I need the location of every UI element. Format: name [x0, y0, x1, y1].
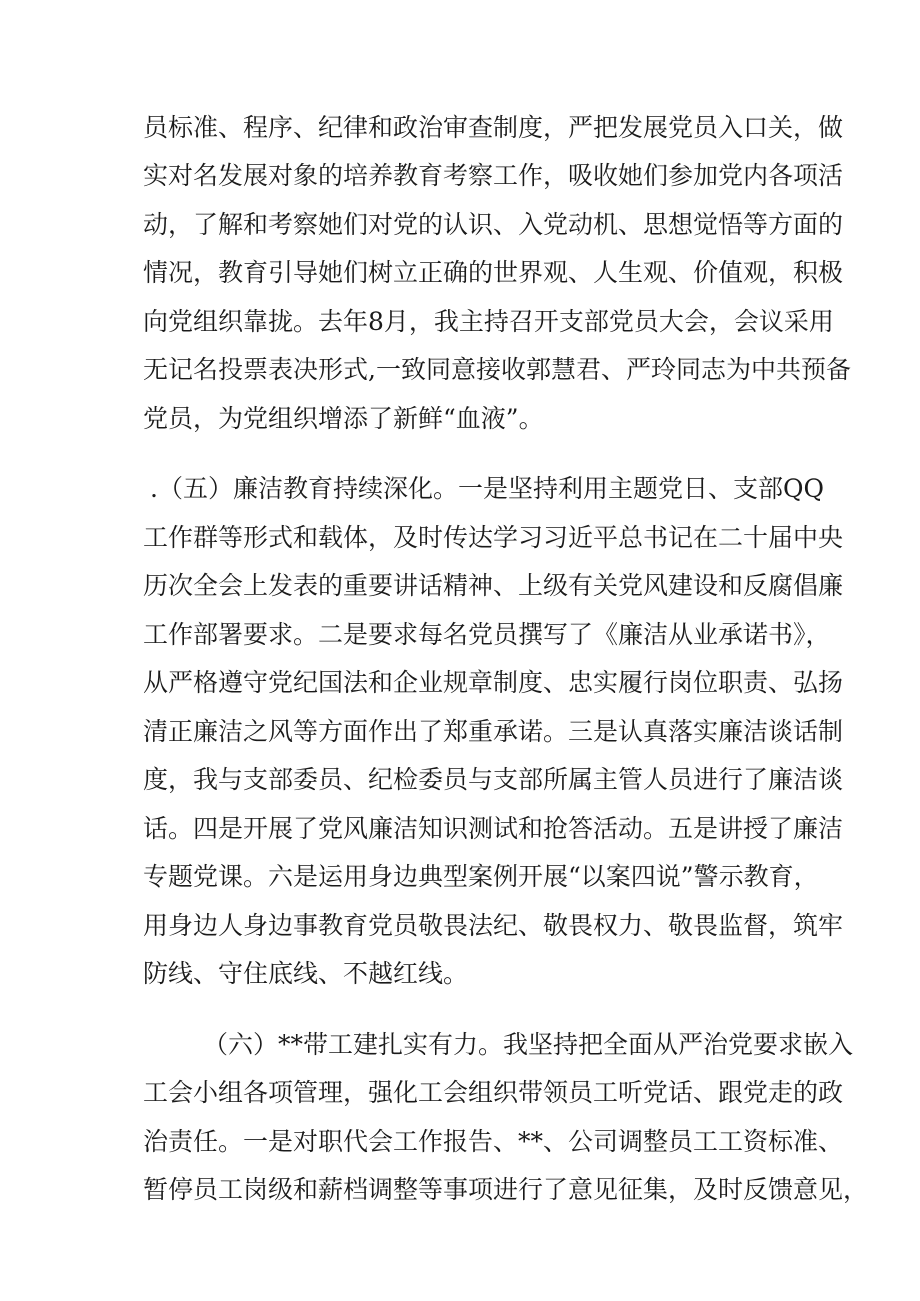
p2-line-5: 从严格遵守党纪国法和企业规章制度、忠实履行岗位职责、弘扬: [143, 668, 844, 697]
p3-line-2: 工会小组各项管理，强化工会组织带领员工听党话、跟党走的政: [143, 1078, 844, 1107]
p1-line-3: 动，了解和考察她们对党的认识、入党动机、思想觉悟等方面的: [143, 210, 844, 239]
p1-line-4: 情况，教育引导她们树立正确的世界观、人生观、价值观，积极: [143, 258, 844, 287]
p2-line-10: 用身边人身边事教育党员敬畏法纪、敬畏权力、敬畏监督，筑牢: [143, 911, 844, 940]
p1-line-2: 实对名发展对象的培养教育考察工作，吸收她们参加党内各项活: [143, 161, 844, 190]
p2-line-9: 专题党课。六是运用身边典型案例开展“以案四说”警示教育，: [143, 862, 819, 891]
p2-line-2: 工作群等形式和载体，及时传达学习习近平总书记在二十届中央: [143, 523, 844, 552]
p1-line-5: 向党组织靠拢。去年8月，我主持召开支部党员大会，会议采用: [143, 307, 834, 336]
p2-line-3: 历次全会上发表的重要讲话精神、上级有关党风建设和反腐倡廉: [143, 571, 844, 600]
p1-line-1: 员标准、程序、纪律和政治审查制度，严把发展党员入口关，做: [143, 113, 844, 142]
p2-line-11: 防线、守住底线、不越红线。: [143, 959, 469, 988]
p3-line-4: 暂停员工岗级和薪档调整等事项进行了意见征集，及时反馈意见，: [143, 1175, 869, 1204]
p3-line-3: 治责任。一是对职代会工作报告、**、公司调整员工工资标准、: [143, 1127, 844, 1156]
p2-line-7: 度，我与支部委员、纪检委员与支部所属主管人员进行了廉洁谈: [143, 765, 844, 794]
p3-line-1: （六）**带工建扎实有力。我坚持把全面从严治党要求嵌入: [203, 1030, 854, 1059]
p2-line-1: .（五）廉洁教育持续深化。一是坚持利用主题党日、支部QQ: [150, 474, 824, 503]
p2-line-8: 话。四是开展了党风廉洁知识测试和抢答活动。五是讲授了廉洁: [143, 814, 844, 843]
p1-line-7: 党员，为党组织增添了新鲜“血液”。: [143, 404, 544, 433]
p2-line-6: 清正廉洁之风等方面作出了郑重承诺。三是认真落实廉洁谈话制: [143, 717, 844, 746]
p2-line-4: 工作部署要求。二是要求每名党员撰写了《廉洁从业承诺书》，: [143, 620, 831, 649]
p1-line-6: 无记名投票表决形式,一致同意接收郭慧君、严玲同志为中共预备: [143, 355, 851, 384]
